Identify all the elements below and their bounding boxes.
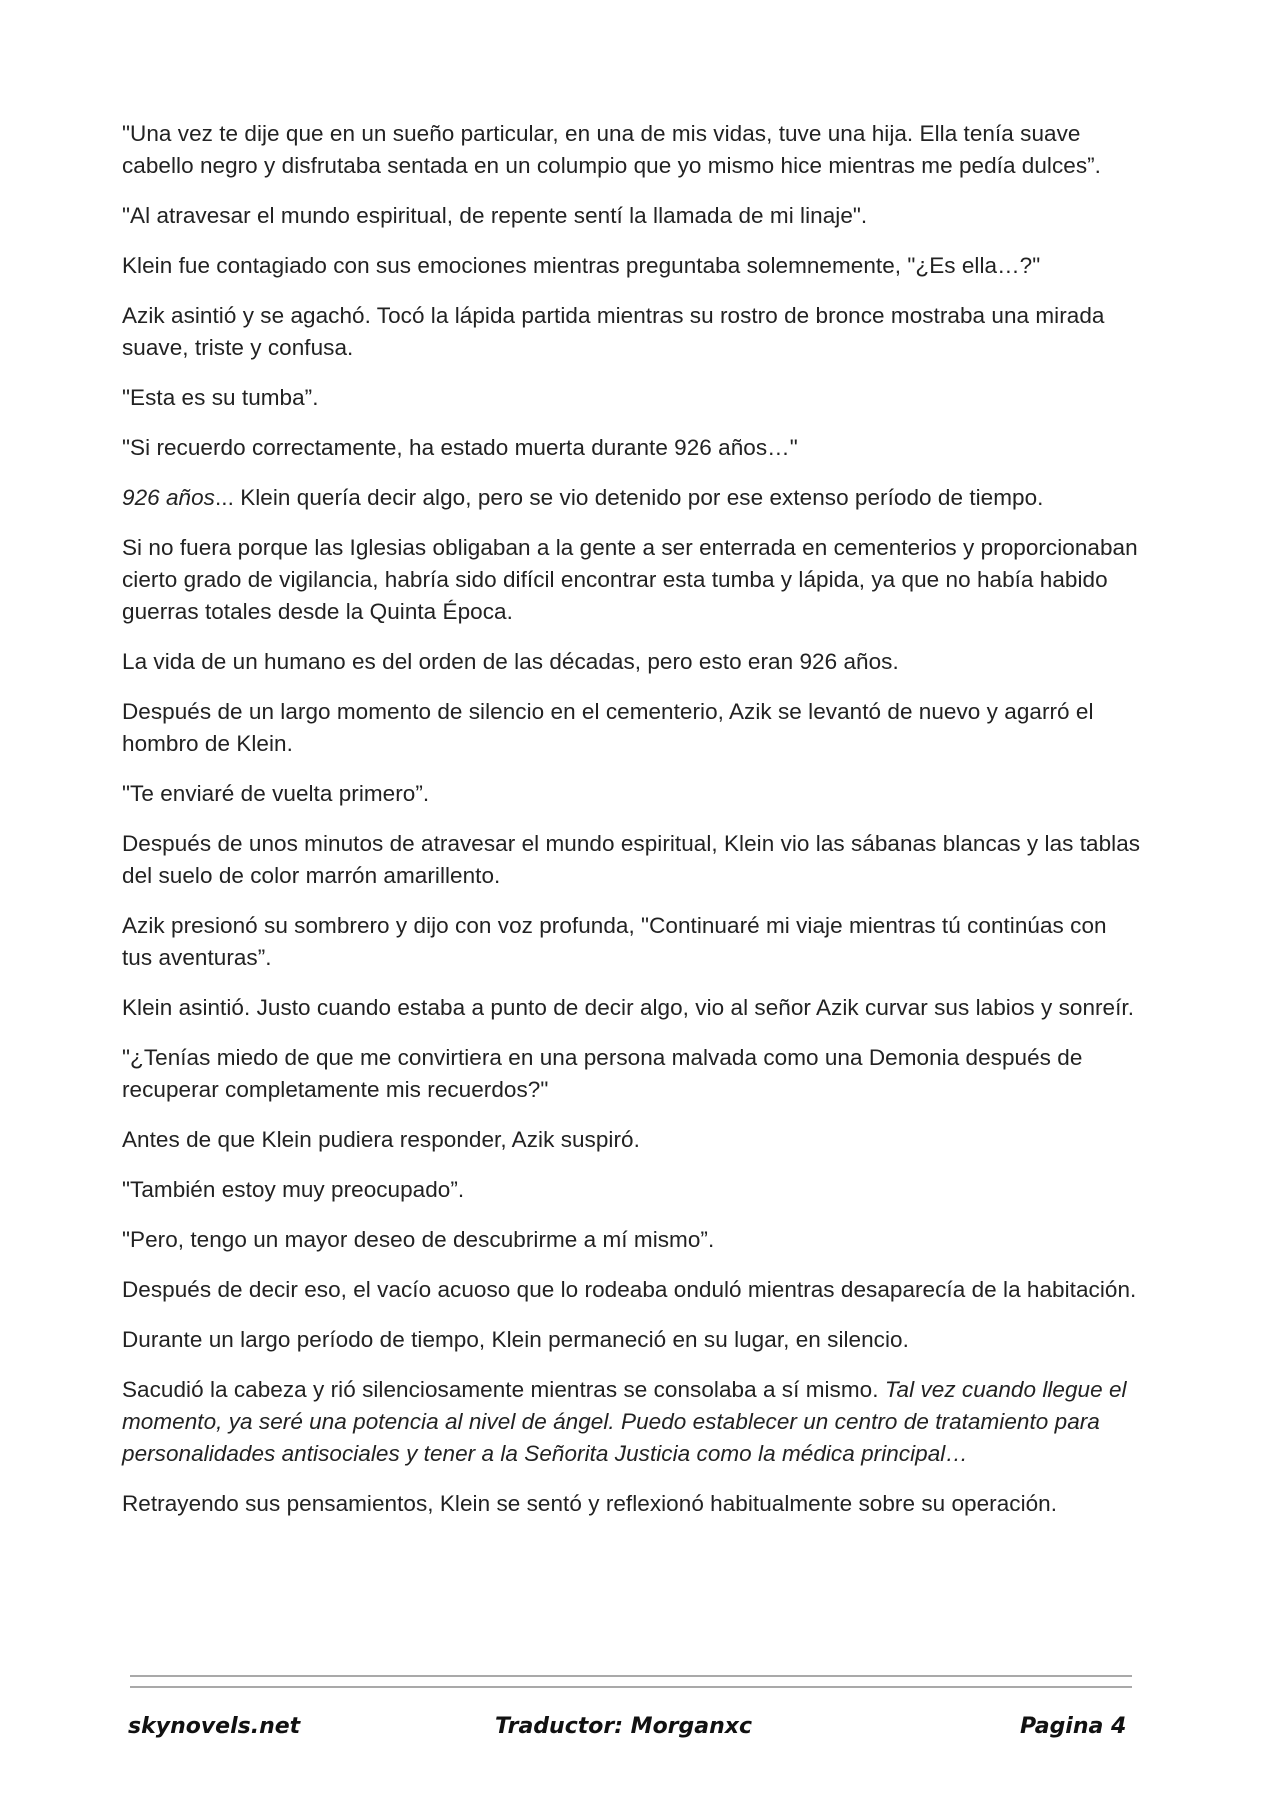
paragraph xyxy=(122,1224,1142,1256)
paragraph xyxy=(122,696,1142,760)
paragraph xyxy=(122,200,1142,232)
text-run: Después de un largo momento de silencio en el cementerio, Azik se levantó de nuevo y agarró el hombro de Klein. xyxy=(122,699,1094,756)
paragraph xyxy=(122,118,1142,182)
text-run: Klein fue contagiado con sus emociones mientras preguntaba solemnemente, "¿Es ella…?" xyxy=(122,253,1041,278)
paragraph xyxy=(122,1042,1142,1106)
paragraph xyxy=(122,1488,1142,1520)
italic-text: Tal vez cuando llegue el momento, ya seré una potencia al nivel de ángel. Puedo establecer un centro de tratamiento para personalidades antisociales y tener a la Señorita Justicia como la médica principal… xyxy=(122,1377,1127,1466)
paragraph xyxy=(122,646,1142,678)
text-run: La vida de un humano es del orden de las décadas, pero esto eran 926 años. xyxy=(122,649,899,674)
text-run: Azik asintió y se agachó. Tocó la lápida partida mientras su rostro de bronce mostraba una mirada suave, triste y confusa. xyxy=(122,303,1105,360)
paragraph xyxy=(122,1374,1142,1470)
text-run: Retrayendo sus pensamientos, Klein se sentó y reflexionó habitualmente sobre su operación. xyxy=(122,1491,1058,1516)
paragraph xyxy=(122,1124,1142,1156)
text-run: "Si recuerdo correctamente, ha estado muerta durante 926 años…" xyxy=(122,435,798,460)
paragraph xyxy=(122,300,1142,364)
footer-site-name: skynovels.net xyxy=(128,1714,301,1739)
text-run: Después de decir eso, el vacío acuoso que lo rodeaba onduló mientras desaparecía de la habitación. xyxy=(122,1277,1137,1302)
page-body xyxy=(122,118,1142,1538)
text-run: Klein asintió. Justo cuando estaba a punto de decir algo, vio al señor Azik curvar sus labios y sonreír. xyxy=(122,995,1135,1020)
text-run: Después de unos minutos de atravesar el mundo espiritual, Klein vio las sábanas blancas y las tablas del suelo de color marrón amarillento. xyxy=(122,831,1141,888)
text-run: "También estoy muy preocupado”. xyxy=(122,1177,465,1202)
text-run: Azik presionó su sombrero y dijo con voz profunda, "Continuaré mi viaje mientras tú continúas con tus aventuras”. xyxy=(122,913,1107,970)
paragraph xyxy=(122,250,1142,282)
footer-translator-credit: Traductor: Morganxc xyxy=(495,1714,753,1739)
text-run: "Pero, tengo un mayor deseo de descubrirme a mí mismo”. xyxy=(122,1227,715,1252)
text-run: "Te enviaré de vuelta primero”. xyxy=(122,781,430,806)
paragraph xyxy=(122,532,1142,628)
text-run: Antes de que Klein pudiera responder, Azik suspiró. xyxy=(122,1127,640,1152)
italic-text: 926 años xyxy=(122,485,215,510)
paragraph xyxy=(122,432,1142,464)
paragraph xyxy=(122,382,1142,414)
text-run: Sacudió la cabeza y rió silenciosamente mientras se consolaba a sí mismo. xyxy=(122,1377,885,1402)
paragraph xyxy=(122,778,1142,810)
paragraph xyxy=(122,992,1142,1024)
footer-divider-top xyxy=(130,1675,1132,1677)
text-run: Si no fuera porque las Iglesias obligaban a la gente a ser enterrada en cementerios y proporcionaban cierto grado de vigilancia, habría sido difícil encontrar esta tumba y lápida, ya que no había habido guerras totales desde la Quinta Época. xyxy=(122,535,1138,624)
paragraph xyxy=(122,482,1142,514)
paragraph xyxy=(122,1324,1142,1356)
footer-divider-bottom xyxy=(130,1686,1132,1688)
text-run: "Una vez te dije que en un sueño particular, en una de mis vidas, tuve una hija. Ella tenía suave cabello negro y disfrutaba sentada en un columpio que yo mismo hice mientras me pedía dulces”. xyxy=(122,121,1101,178)
text-run: "Al atravesar el mundo espiritual, de repente sentí la llamada de mi linaje". xyxy=(122,203,868,228)
paragraph xyxy=(122,828,1142,892)
text-run: "Esta es su tumba”. xyxy=(122,385,319,410)
paragraph xyxy=(122,910,1142,974)
paragraph xyxy=(122,1174,1142,1206)
paragraph xyxy=(122,1274,1142,1306)
footer-page-number: Pagina 4 xyxy=(1020,1714,1127,1739)
text-run: Durante un largo período de tiempo, Klein permaneció en su lugar, en silencio. xyxy=(122,1327,909,1352)
text-run: "¿Tenías miedo de que me convirtiera en una persona malvada como una Demonia después de recuperar completamente mis recuerdos?" xyxy=(122,1045,1083,1102)
text-run: ... Klein quería decir algo, pero se vio detenido por ese extenso período de tiempo. xyxy=(214,485,1044,510)
